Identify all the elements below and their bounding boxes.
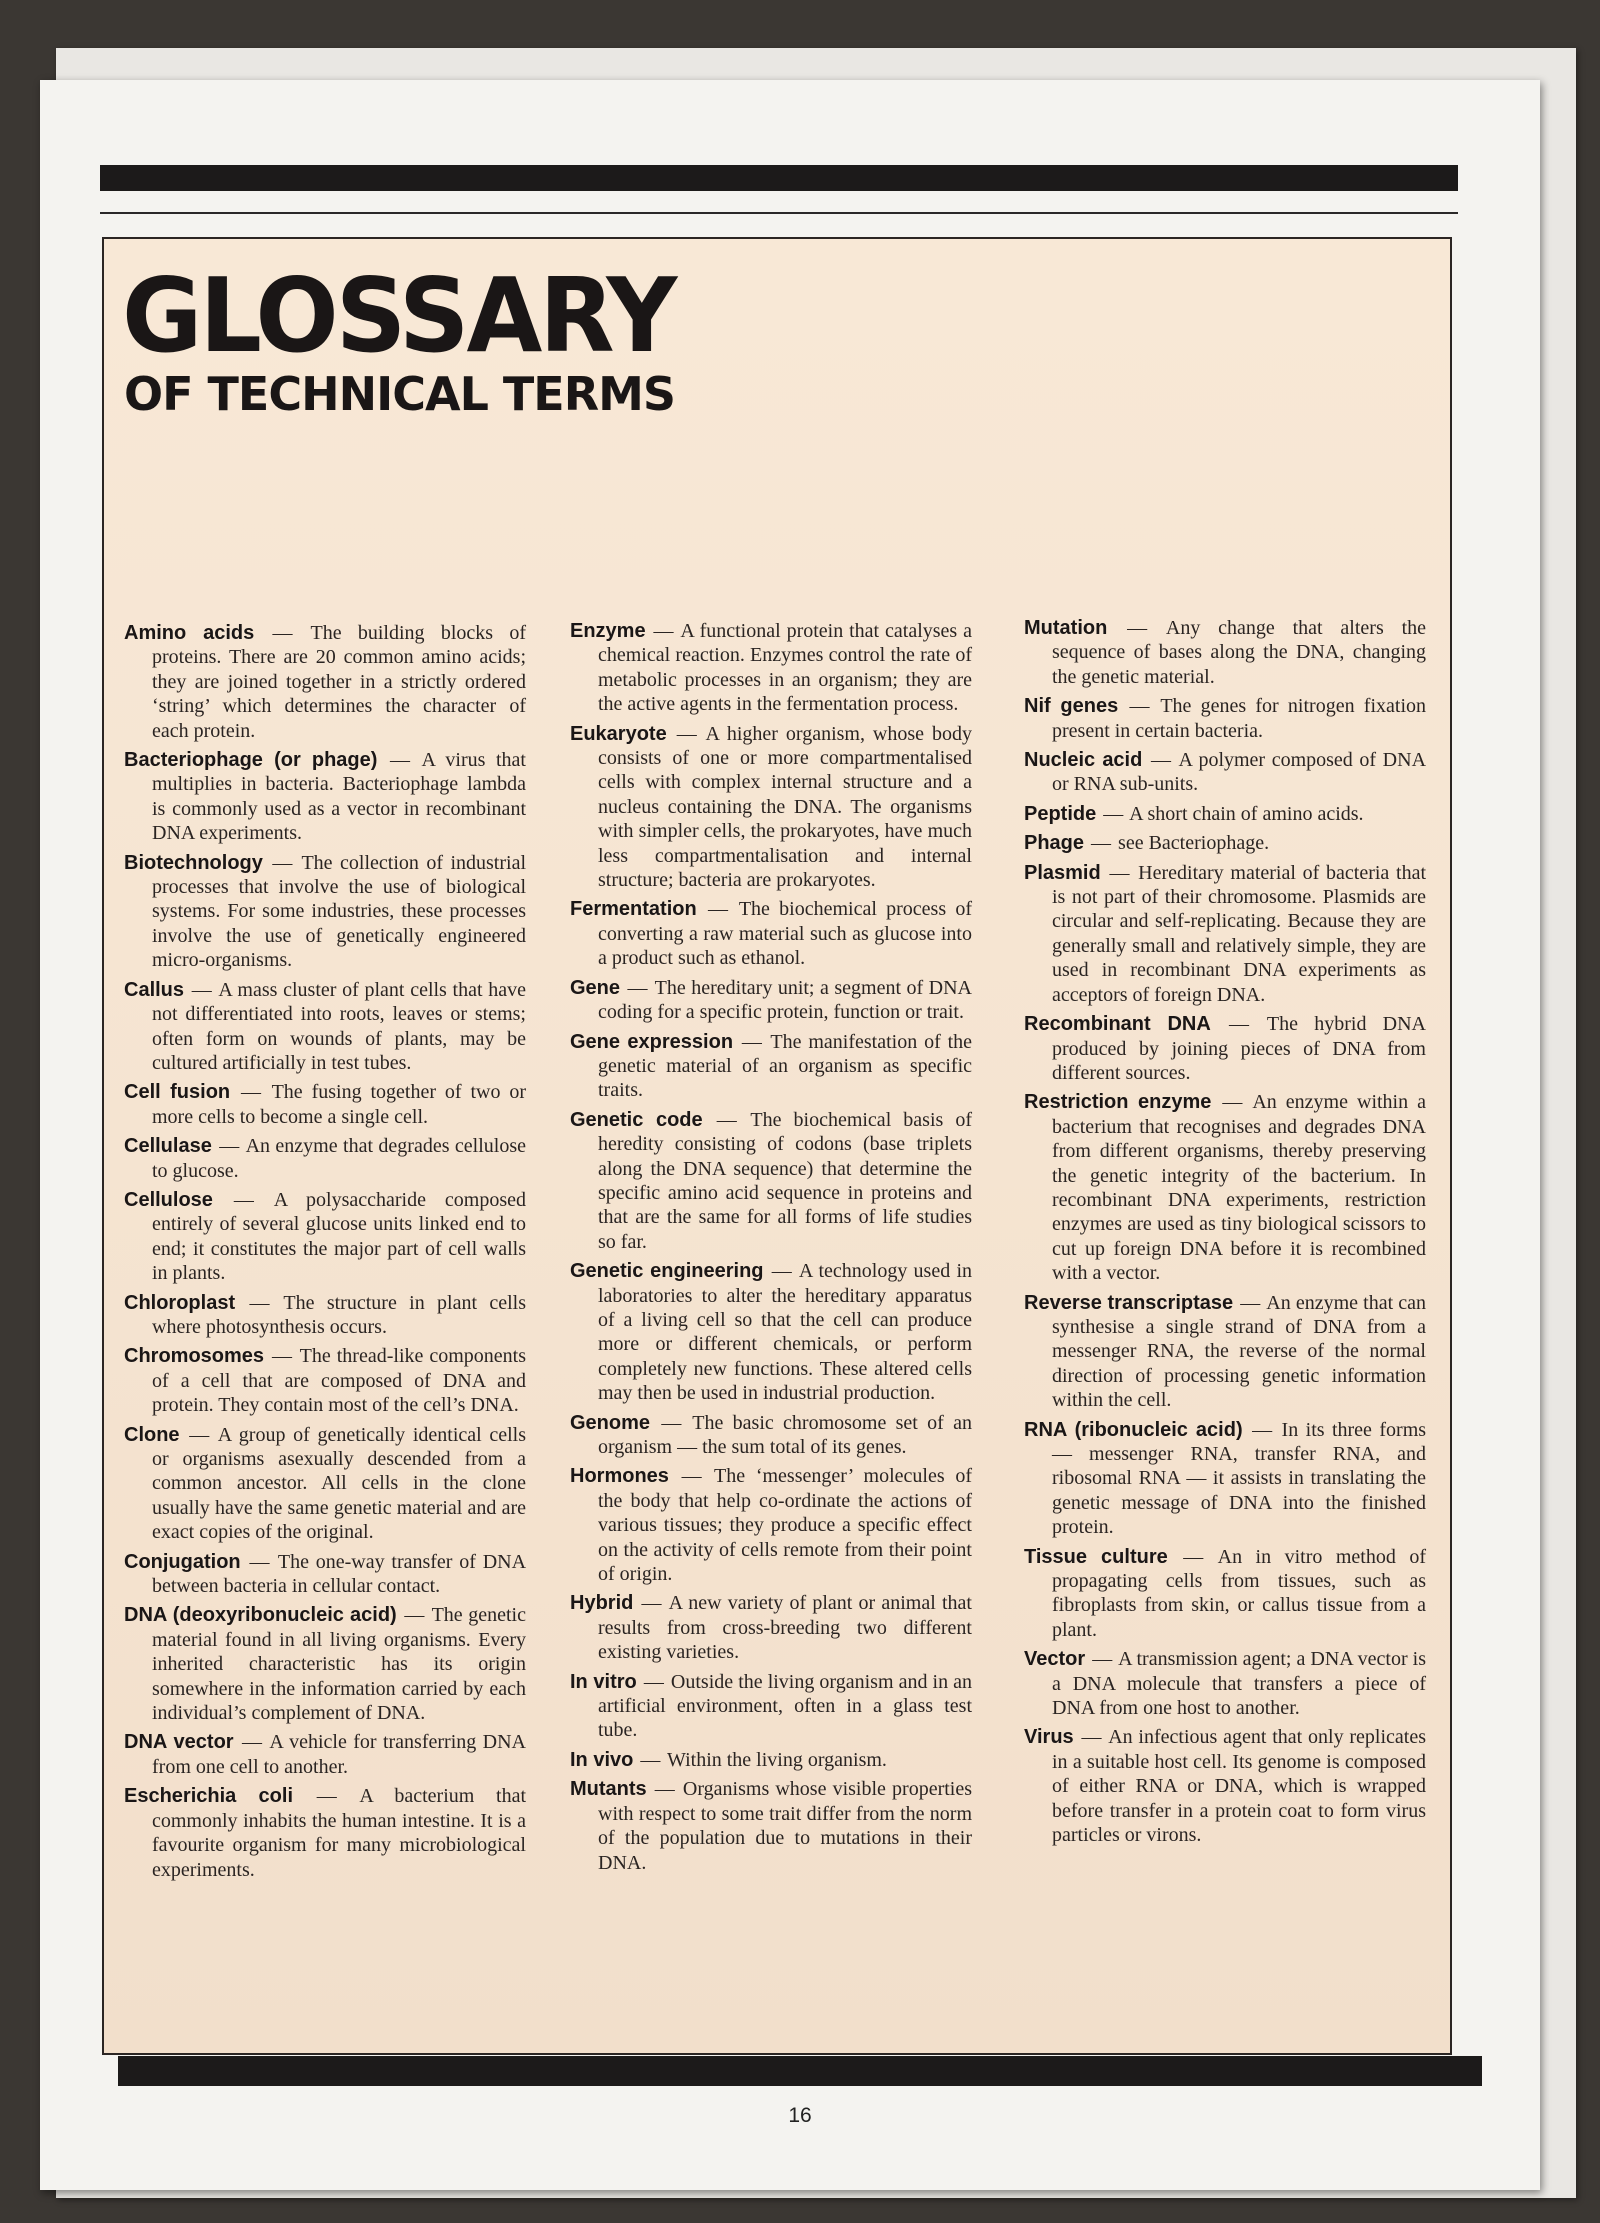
glossary-entry (1024, 861, 1426, 1007)
glossary-entry (124, 621, 526, 743)
em-dash: — (272, 622, 293, 644)
glossary-term: Phage (1024, 832, 1085, 855)
em-dash: — (191, 978, 212, 1001)
glossary-term: RNA (ribonucleic acid) (1024, 1418, 1243, 1441)
glossary-entry (570, 1777, 972, 1875)
glossary-term: Conjugation (124, 1550, 241, 1573)
glossary-column-1 (124, 621, 526, 1887)
em-dash: — (1081, 1726, 1102, 1749)
glossary-definition: The manifestation of the genetic material of an organism as specific traits. (598, 1030, 973, 1102)
glossary-definition: A transmission agent; a DNA vector is a DNA molecule that transfers a piece of DNA from one host to another. (1052, 1648, 1426, 1720)
glossary-term: Reverse transcriptase (1024, 1291, 1234, 1314)
glossary-entry (124, 978, 526, 1076)
em-dash: — (1091, 832, 1112, 855)
em-dash: — (681, 1465, 702, 1488)
glossary-definition: A short chain of amino acids. (1129, 802, 1364, 825)
glossary-term: Nucleic acid (1024, 749, 1143, 772)
glossary-entry (124, 1730, 526, 1779)
glossary-entry (1024, 1647, 1426, 1720)
em-dash: — (219, 1135, 240, 1158)
glossary-definition: A functional protein that catalyses a chemical reaction. Enzymes control the rate of metabolic processes in an organism; they are the active agents in the fermentation process. (598, 620, 972, 716)
glossary-entry (570, 1259, 972, 1405)
glossary-term: Enzyme (570, 620, 646, 642)
glossary-entry (124, 1423, 526, 1545)
em-dash: — (643, 1670, 664, 1693)
glossary-entry (124, 1291, 526, 1340)
glossary-definition: Outside the living organism and in an artificial environment, often in a glass test tube. (598, 1670, 973, 1742)
glossary-entry (1024, 1725, 1426, 1847)
glossary-entry (570, 619, 972, 717)
glossary-term: Chromosomes (124, 1345, 265, 1368)
glossary-definition: The building blocks of proteins. There are 20 common amino acids; they are joined together in a strictly ordered ‘string’ which determines the character of each protein. (152, 622, 527, 742)
glossary-term: Amino acids (124, 622, 255, 644)
em-dash: — (771, 1260, 792, 1283)
page-number: 16 (788, 2104, 812, 2127)
glossary-term: Genetic engineering (570, 1260, 764, 1283)
em-dash: — (242, 1731, 263, 1754)
em-dash: — (390, 749, 411, 772)
page-subtitle: OF TECHNICAL TERMS (124, 367, 676, 421)
glossary-term: Mutants (570, 1778, 647, 1801)
glossary-entry (570, 1670, 972, 1743)
glossary-panel (102, 237, 1452, 2055)
glossary-term: Chloroplast (124, 1291, 236, 1314)
glossary-definition: see Bacteriophage. (1118, 832, 1270, 855)
em-dash: — (1183, 1545, 1204, 1568)
glossary-term: Bacteriophage (or phage) (124, 749, 378, 772)
glossary-entry (124, 1603, 526, 1725)
glossary-entry (1024, 1418, 1426, 1540)
glossary-term: In vivo (570, 1748, 634, 1771)
em-dash: — (1092, 1648, 1113, 1671)
glossary-definition: The fusing together of two or more cells to become a single cell. (152, 1081, 527, 1128)
glossary-term: Tissue culture (1024, 1545, 1168, 1568)
glossary-entry (570, 1464, 972, 1586)
glossary-definition: Hereditary material of bacteria that is not part of their chromosome. Plasmids are circular and self-replicating. Because they are generally small and relatively simple, they are used in recombinant DNA experiments as acceptors of foreign DNA. (1052, 861, 1427, 1006)
glossary-entry (570, 1748, 972, 1772)
glossary-definition: The genetic material found in all living organisms. Every inherited characteristic has its origin somewhere in the information carried by each individual’s complement of DNA. (152, 1604, 526, 1725)
glossary-definition: Organisms whose visible properties with respect to some trait differ from the norm of the population due to mutations in their DNA. (598, 1778, 972, 1874)
glossary-definition: A technology used in laboratories to alter the hereditary apparatus of a living cell so that the cell can produce more or different chemicals, or perform completely new functions. These altered cells may then be used in industrial production. (598, 1260, 972, 1405)
glossary-entry (1024, 748, 1426, 797)
glossary-definition: A group of genetically identical cells or organisms asexually descended from a common ancestor. All cells in the clone usually have the same genetic material and are exact copies of the original. (152, 1423, 527, 1544)
glossary-definition: The ‘messenger’ molecules of the body that help co-ordinate the actions of various tissues; they produce a specific effect on the activity of cells remote from their point of origin. (598, 1465, 973, 1586)
em-dash: — (1103, 802, 1124, 825)
glossary-term: Mutation (1024, 617, 1108, 639)
em-dash: — (404, 1604, 425, 1627)
em-dash: — (1129, 695, 1150, 718)
glossary-definition: The genes for nitrogen fixation present in certain bacteria. (1052, 695, 1427, 742)
em-dash: — (189, 1423, 210, 1446)
glossary-definition: A higher organism, whose body consists of one or more compartmentalised cells with complex internal structure and a nucleus containing the DNA. The organisms with simpler cells, the prokaryotes, have much less compartmentalisation and internal structure; bacteria are prokaryotes. (598, 722, 972, 892)
em-dash: — (249, 1291, 270, 1314)
em-dash: — (716, 1108, 737, 1131)
glossary-definition: An infectious agent that only replicates in a suitable host cell. Its genome is composed of either RNA or DNA, which is wrapped before transfer in a protein coat to form virus particles or virons. (1052, 1726, 1426, 1847)
em-dash: — (249, 1550, 270, 1573)
glossary-definition: Any change that alters the sequence of bases along the DNA, changing the genetic material. (1052, 617, 1426, 688)
top-rule (100, 212, 1458, 214)
em-dash: — (654, 1778, 675, 1801)
glossary-definition: The biochemical process of converting a raw material such as glucose into a product such as ethanol. (598, 898, 973, 970)
glossary-definition: The collection of industrial processes that involve the use of biological systems. For some industries, these processes involve the use of genetically engineered micro-organisms. (152, 851, 527, 972)
glossary-entry (124, 748, 526, 846)
glossary-term: Genetic code (570, 1108, 703, 1131)
em-dash: — (640, 1748, 661, 1771)
glossary-entry (1024, 1291, 1426, 1413)
glossary-term: Hybrid (570, 1592, 634, 1615)
glossary-entry (570, 897, 972, 970)
em-dash: — (627, 976, 648, 999)
page-title: GLOSSARY (122, 256, 675, 377)
em-dash: — (1252, 1418, 1273, 1441)
glossary-entry (1024, 616, 1426, 689)
glossary-entry (570, 1591, 972, 1664)
glossary-term: Nif genes (1024, 695, 1119, 718)
glossary-definition: The structure in plant cells where photosynthesis occurs. (152, 1291, 526, 1338)
glossary-term: Escherichia coli (124, 1785, 293, 1808)
glossary-definition: An enzyme that degrades cellulose to glucose. (152, 1135, 526, 1182)
glossary-definition: A vehicle for transferring DNA from one cell to another. (152, 1731, 526, 1778)
glossary-definition: The hybrid DNA produced by joining pieces of DNA from different sources. (1052, 1013, 1427, 1084)
glossary-entry (124, 1080, 526, 1129)
em-dash: — (1240, 1291, 1261, 1314)
top-black-bar (100, 165, 1458, 191)
glossary-entry (124, 1784, 526, 1882)
glossary-entry (1024, 1012, 1426, 1085)
glossary-term: Fermentation (570, 898, 697, 921)
em-dash: — (641, 1592, 662, 1615)
glossary-entry (570, 1108, 972, 1254)
glossary-term: Genome (570, 1411, 651, 1434)
glossary-definition: A bacterium that commonly inhabits the human intestine. It is a favourite organism for many microbiological experiments. (152, 1785, 527, 1881)
glossary-term: Cellulose (124, 1188, 213, 1211)
glossary-term: Callus (124, 978, 185, 1001)
em-dash: — (272, 1345, 293, 1368)
glossary-definition: An enzyme within a bacterium that recognises and degrades DNA from different organisms, thereby preserving the genetic integrity of the bacterium. In recombinant DNA experiments, restriction enzymes are used as tiny biological scissors to cut up foreign DNA before it is recombined with a vector. (1052, 1091, 1427, 1285)
glossary-definition: The hereditary unit; a segment of DNA coding for a specific protein, function or trait. (598, 976, 972, 1024)
glossary-definition: In its three forms — messenger RNA, transfer RNA, and ribosomal RNA — it assists in translating the genetic message of DNA into the finished protein. (1052, 1418, 1427, 1539)
glossary-entry (124, 1188, 526, 1286)
em-dash: — (1127, 617, 1148, 639)
em-dash: — (676, 722, 697, 745)
glossary-term: Eukaryote (570, 722, 667, 745)
glossary-definition: A mass cluster of plant cells that have not differentiated into roots, leaves or stems; often form on wounds of plants, may be cultured artificially in test tubes. (152, 978, 527, 1074)
glossary-definition: Within the living organism. (667, 1748, 887, 1771)
glossary-term: Clone (124, 1423, 180, 1446)
em-dash: — (661, 1411, 682, 1434)
glossary-term: Virus (1024, 1726, 1074, 1749)
glossary-definition: A virus that multiplies in bacteria. Bacteriophage lambda is commonly used as a vector in recombinant DNA experiments. (152, 749, 526, 845)
glossary-term: Peptide (1024, 802, 1097, 825)
glossary-term: Gene expression (570, 1030, 734, 1053)
glossary-definition: The thread-like components of a cell that are composed of DNA and protein. They contain most of the cell’s DNA. (152, 1345, 527, 1417)
glossary-definition: An in vitro method of propagating cells from tissues, such as fibroplasts from skin, or callus tissue from a plant. (1052, 1545, 1427, 1641)
glossary-term: Plasmid (1024, 861, 1101, 884)
glossary-definition: A new variety of plant or animal that results from cross-breeding two different existing varieties. (598, 1592, 972, 1664)
glossary-entry (570, 1030, 972, 1103)
glossary-term: Vector (1024, 1648, 1086, 1671)
glossary-entry (124, 1134, 526, 1183)
glossary-entry (1024, 802, 1426, 826)
glossary-term: Cellulase (124, 1135, 212, 1158)
em-dash: — (707, 898, 728, 921)
glossary-term: In vitro (570, 1670, 637, 1693)
em-dash: — (653, 620, 674, 642)
bottom-black-bar (118, 2056, 1482, 2086)
em-dash: — (1229, 1013, 1250, 1036)
glossary-term: Gene (570, 976, 621, 999)
glossary-entry (570, 976, 972, 1025)
em-dash: — (241, 1081, 262, 1104)
em-dash: — (233, 1188, 254, 1211)
glossary-term: DNA vector (124, 1731, 234, 1754)
em-dash: — (272, 851, 293, 874)
glossary-entry (124, 851, 526, 973)
glossary-entry (570, 722, 972, 893)
glossary-entry (124, 1344, 526, 1417)
em-dash: — (1222, 1091, 1243, 1114)
glossary-definition: The biochemical basis of heredity consisting of codons (base triplets along the DNA sequence) that determine the specific amino acid sequence in proteins and that are the same for all forms of life studies so far. (598, 1108, 972, 1253)
glossary-term: DNA (deoxyribonucleic acid) (124, 1604, 397, 1627)
em-dash: — (1109, 861, 1130, 884)
glossary-entry (1024, 1545, 1426, 1643)
em-dash: — (741, 1030, 762, 1053)
glossary-definition: The basic chromosome set of an organism — the sum total of its genes. (598, 1411, 972, 1458)
glossary-definition: An enzyme that can synthesise a single strand of DNA from a messenger RNA, the reverse of the normal direction of processing genetic information within the cell. (1052, 1291, 1427, 1412)
glossary-column-3 (1024, 616, 1426, 1853)
glossary-entry (1024, 831, 1426, 855)
glossary-term: Biotechnology (124, 851, 263, 874)
glossary-definition: A polysaccharide composed entirely of several glucose units linked end to end; it constitutes the major part of cell walls in plants. (152, 1188, 527, 1285)
glossary-term: Recombinant DNA (1024, 1013, 1211, 1036)
glossary-entry (1024, 694, 1426, 743)
glossary-entry (570, 1411, 972, 1460)
glossary-term: Hormones (570, 1465, 669, 1488)
glossary-definition: The one-way transfer of DNA between bacteria in cellular contact. (152, 1550, 527, 1598)
em-dash: — (316, 1785, 337, 1808)
glossary-column-2 (570, 619, 972, 1880)
em-dash: — (1150, 749, 1171, 772)
glossary-entry (1024, 1090, 1426, 1285)
glossary-term: Restriction enzyme (1024, 1091, 1212, 1114)
glossary-term: Cell fusion (124, 1081, 231, 1104)
glossary-definition: A polymer composed of DNA or RNA sub-units. (1052, 749, 1427, 796)
glossary-entry (124, 1550, 526, 1599)
